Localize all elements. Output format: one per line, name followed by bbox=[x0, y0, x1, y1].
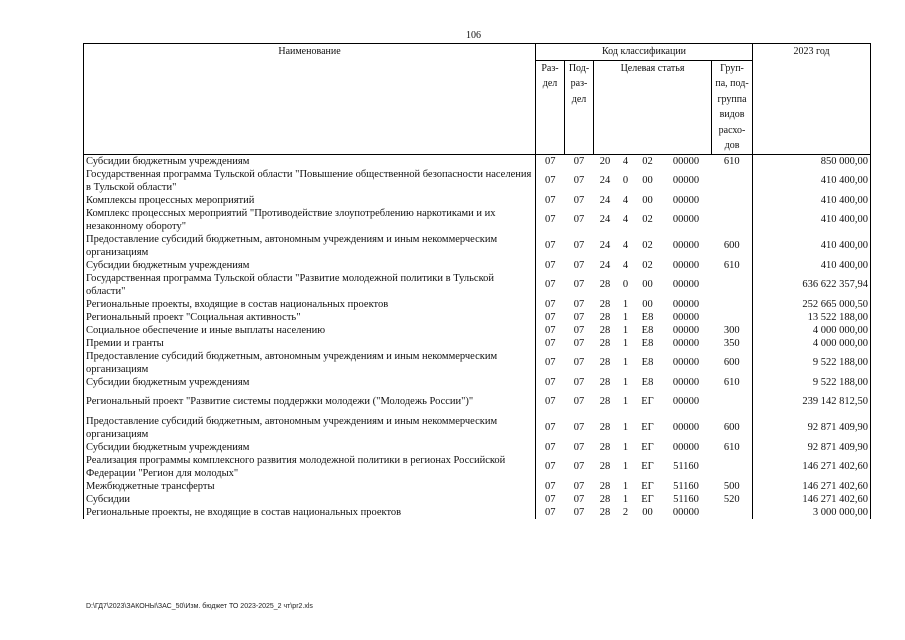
row-amount: 252 665 000,50 bbox=[753, 298, 871, 311]
row-name: Региональные проекты, входящие в состав национальных проектов bbox=[84, 298, 536, 311]
row-podrazdel: 07 bbox=[573, 461, 585, 472]
row-amount: 410 400,00 bbox=[753, 259, 871, 272]
row-target-program: 28 bbox=[599, 337, 611, 349]
table-row bbox=[84, 337, 871, 350]
row-target-subprogram: ЕГ bbox=[641, 441, 654, 453]
row-target-program: 28 bbox=[599, 461, 611, 472]
row-target-program: 24 bbox=[599, 194, 611, 206]
row-expense-type: 600 bbox=[723, 357, 740, 368]
row-podrazdel: 07 bbox=[573, 493, 585, 505]
row-name: Субсидии бюджетным учреждениям bbox=[84, 376, 536, 389]
row-target-program: 28 bbox=[599, 422, 611, 433]
row-target-subprogram: 02 bbox=[642, 214, 653, 225]
row-target-direction: 00000 bbox=[672, 396, 700, 407]
row-podrazdel: 07 bbox=[573, 298, 585, 310]
row-razdel: 07 bbox=[545, 279, 556, 290]
row-amount: 9 522 188,00 bbox=[753, 350, 871, 376]
row-razdel: 07 bbox=[545, 240, 556, 251]
row-target-type: 2 bbox=[622, 506, 629, 518]
row-name: Региональный проект "Социальная активность" bbox=[84, 311, 536, 324]
row-target-type: 1 bbox=[622, 461, 629, 472]
row-amount: 636 622 357,94 bbox=[753, 272, 871, 298]
table-row bbox=[84, 324, 871, 337]
budget-table bbox=[83, 43, 871, 519]
row-target-direction: 00000 bbox=[672, 214, 700, 225]
row-target-subprogram: ЕГ bbox=[641, 480, 654, 492]
header-year: 2023 год bbox=[753, 44, 871, 155]
row-expense-type bbox=[712, 454, 753, 480]
row-razdel: 07 bbox=[545, 422, 556, 433]
row-target-direction: 00000 bbox=[672, 506, 700, 518]
row-target-subprogram: E8 bbox=[641, 376, 654, 388]
header-name: Наименование bbox=[84, 44, 536, 155]
row-target-program: 28 bbox=[599, 506, 611, 518]
table-row bbox=[84, 506, 871, 519]
row-target-subprogram: E8 bbox=[641, 311, 654, 323]
row-razdel: 07 bbox=[545, 480, 556, 492]
row-podrazdel: 07 bbox=[573, 441, 585, 453]
row-target-type: 4 bbox=[622, 240, 629, 251]
row-target-direction: 00000 bbox=[672, 357, 700, 368]
row-podrazdel: 07 bbox=[573, 175, 585, 186]
row-razdel: 07 bbox=[545, 441, 556, 453]
row-name: Субсидии бюджетным учреждениям bbox=[84, 154, 536, 168]
row-target-program: 24 bbox=[599, 214, 611, 225]
row-target-subprogram: E8 bbox=[641, 357, 654, 368]
row-podrazdel: 07 bbox=[573, 194, 585, 206]
row-expense-type: 300 bbox=[723, 324, 740, 336]
row-expense-type: 610 bbox=[723, 259, 740, 271]
row-target-direction: 00000 bbox=[672, 422, 700, 433]
row-target-direction: 51160 bbox=[673, 480, 699, 492]
row-target-subprogram: 02 bbox=[642, 155, 653, 167]
row-razdel: 07 bbox=[545, 194, 556, 206]
row-razdel: 07 bbox=[545, 376, 556, 388]
row-name: Субсидии бюджетным учреждениям bbox=[84, 259, 536, 272]
row-podrazdel: 07 bbox=[573, 337, 585, 349]
table-row bbox=[84, 207, 871, 233]
row-amount: 410 400,00 bbox=[753, 233, 871, 259]
row-target-subprogram: 00 bbox=[642, 506, 653, 518]
row-name: Предоставление субсидий бюджетным, автономным учреждениям и иным некоммерческим организациям bbox=[84, 350, 536, 376]
row-target-program: 28 bbox=[599, 298, 611, 310]
row-name: Государственная программа Тульской области "Повышение общественной безопасности населения в Тульской области" bbox=[84, 168, 536, 194]
row-target-direction: 00000 bbox=[672, 194, 700, 206]
table-row bbox=[84, 415, 871, 441]
row-amount: 9 522 188,00 bbox=[753, 376, 871, 389]
row-target-program: 24 bbox=[599, 240, 611, 251]
row-name: Социальное обеспечение и иные выплаты населению bbox=[84, 324, 536, 337]
row-amount: 146 271 402,60 bbox=[753, 493, 871, 506]
row-amount: 13 522 188,00 bbox=[753, 311, 871, 324]
row-razdel: 07 bbox=[545, 298, 556, 310]
row-amount: 4 000 000,00 bbox=[753, 324, 871, 337]
row-podrazdel: 07 bbox=[573, 279, 585, 290]
row-podrazdel: 07 bbox=[573, 324, 585, 336]
table-row bbox=[84, 350, 871, 376]
table-row bbox=[84, 311, 871, 324]
row-podrazdel: 07 bbox=[573, 155, 585, 167]
row-name: Субсидии бюджетным учреждениям bbox=[84, 441, 536, 454]
row-razdel: 07 bbox=[545, 311, 556, 323]
row-target-subprogram: ЕГ bbox=[641, 493, 654, 505]
row-target-direction: 00000 bbox=[672, 337, 700, 349]
row-expense-type: 610 bbox=[723, 376, 740, 388]
row-target-subprogram: ЕГ bbox=[641, 396, 654, 407]
row-target-program: 28 bbox=[599, 324, 611, 336]
row-podrazdel: 07 bbox=[573, 422, 585, 433]
row-target-type: 1 bbox=[622, 441, 629, 453]
row-podrazdel: 07 bbox=[573, 506, 585, 518]
row-amount: 146 271 402,60 bbox=[753, 480, 871, 493]
table-row bbox=[84, 441, 871, 454]
table-row bbox=[84, 298, 871, 311]
row-target-subprogram: 02 bbox=[642, 240, 653, 251]
row-target-direction: 00000 bbox=[672, 311, 700, 323]
row-target-type: 1 bbox=[622, 480, 629, 492]
row-target-direction: 00000 bbox=[672, 155, 700, 167]
row-razdel: 07 bbox=[545, 461, 556, 472]
header-expense-group: Груп- па, под- группа видов расхо- дов bbox=[712, 60, 753, 154]
row-razdel: 07 bbox=[545, 175, 556, 186]
row-target-direction: 00000 bbox=[672, 298, 700, 310]
row-target-program: 28 bbox=[599, 493, 611, 505]
row-podrazdel: 07 bbox=[573, 311, 585, 323]
row-target-subprogram: 00 bbox=[642, 298, 653, 310]
row-expense-type: 350 bbox=[723, 337, 740, 349]
table-row bbox=[84, 154, 871, 168]
row-target-program: 28 bbox=[599, 279, 611, 290]
row-podrazdel: 07 bbox=[573, 259, 585, 271]
row-amount: 3 000 000,00 bbox=[753, 506, 871, 519]
row-name: Межбюджетные трансферты bbox=[84, 480, 536, 493]
row-target-program: 28 bbox=[599, 311, 611, 323]
row-target-program: 28 bbox=[599, 480, 611, 492]
row-target-subprogram: E8 bbox=[641, 324, 654, 336]
row-amount: 92 871 409,90 bbox=[753, 415, 871, 441]
table-row bbox=[84, 493, 871, 506]
row-name: Субсидии bbox=[84, 493, 536, 506]
row-target-direction: 00000 bbox=[672, 441, 700, 453]
row-name: Реализация программы комплексного развития молодежной политики в регионах Российской Федерации "Регион для молодых" bbox=[84, 454, 536, 480]
row-target-type: 0 bbox=[622, 175, 629, 186]
row-target-direction: 00000 bbox=[672, 240, 700, 251]
row-target-subprogram: ЕГ bbox=[641, 422, 654, 433]
row-expense-type bbox=[712, 168, 753, 194]
row-razdel: 07 bbox=[545, 506, 556, 518]
row-target-program: 28 bbox=[599, 376, 611, 388]
row-name: Предоставление субсидий бюджетным, автономным учреждениям и иным некоммерческим организациям bbox=[84, 415, 536, 441]
row-target-subprogram: 00 bbox=[642, 194, 653, 206]
row-expense-type: 600 bbox=[723, 240, 740, 251]
header-target-article: Целевая статья bbox=[594, 60, 712, 154]
page-number: 106 bbox=[466, 30, 481, 41]
row-razdel: 07 bbox=[545, 357, 556, 368]
row-name: Премии и гранты bbox=[84, 337, 536, 350]
row-target-program: 28 bbox=[599, 396, 611, 407]
row-name: Предоставление субсидий бюджетным, автономным учреждениям и иным некоммерческим организациям bbox=[84, 233, 536, 259]
header-razdel: Раз- дел bbox=[536, 60, 565, 154]
row-target-type: 1 bbox=[622, 298, 629, 310]
row-expense-type: 600 bbox=[723, 422, 740, 433]
row-target-subprogram: 00 bbox=[642, 279, 653, 290]
row-target-type: 1 bbox=[622, 311, 629, 323]
table-row bbox=[84, 272, 871, 298]
row-target-direction: 51160 bbox=[673, 493, 699, 505]
row-target-direction: 00000 bbox=[672, 324, 700, 336]
row-expense-type: 610 bbox=[723, 155, 740, 167]
row-amount: 92 871 409,90 bbox=[753, 441, 871, 454]
row-target-type: 1 bbox=[622, 376, 629, 388]
row-amount: 850 000,00 bbox=[753, 154, 871, 168]
row-razdel: 07 bbox=[545, 259, 556, 271]
table-row bbox=[84, 259, 871, 272]
row-amount: 410 400,00 bbox=[753, 168, 871, 194]
row-target-type: 4 bbox=[622, 155, 629, 167]
header-code-classification: Код классификации bbox=[536, 44, 753, 61]
row-expense-type bbox=[712, 311, 753, 324]
row-target-type: 1 bbox=[622, 357, 629, 368]
row-podrazdel: 07 bbox=[573, 357, 585, 368]
row-podrazdel: 07 bbox=[573, 240, 585, 251]
row-target-type: 1 bbox=[622, 396, 629, 407]
row-target-program: 24 bbox=[599, 259, 611, 271]
table-row bbox=[84, 376, 871, 389]
row-expense-type bbox=[712, 194, 753, 207]
row-razdel: 07 bbox=[545, 324, 556, 336]
row-target-type: 4 bbox=[622, 194, 629, 206]
row-target-subprogram: E8 bbox=[641, 337, 654, 349]
table-row bbox=[84, 194, 871, 207]
row-target-type: 1 bbox=[622, 493, 629, 505]
row-razdel: 07 bbox=[545, 337, 556, 349]
row-target-program: 28 bbox=[599, 357, 611, 368]
row-target-program: 20 bbox=[599, 155, 611, 167]
header-podrazdel: Под- раз- дел bbox=[565, 60, 594, 154]
row-target-subprogram: 00 bbox=[642, 175, 653, 186]
row-amount: 410 400,00 bbox=[753, 207, 871, 233]
row-amount: 410 400,00 bbox=[753, 194, 871, 207]
row-target-type: 0 bbox=[622, 279, 629, 290]
row-target-direction: 00000 bbox=[672, 279, 700, 290]
row-expense-type: 520 bbox=[723, 493, 740, 505]
row-target-direction: 51160 bbox=[673, 461, 699, 472]
row-name: Государственная программа Тульской области "Развитие молодежной политики в Тульской области" bbox=[84, 272, 536, 298]
row-target-type: 1 bbox=[622, 324, 629, 336]
row-name: Региональные проекты, не входящие в состав национальных проектов bbox=[84, 506, 536, 519]
row-amount: 146 271 402,60 bbox=[753, 454, 871, 480]
table-row bbox=[84, 480, 871, 493]
row-amount: 4 000 000,00 bbox=[753, 337, 871, 350]
table-row bbox=[84, 389, 871, 415]
row-target-subprogram: 02 bbox=[642, 259, 653, 271]
row-target-direction: 00000 bbox=[672, 376, 700, 388]
row-podrazdel: 07 bbox=[573, 376, 585, 388]
row-expense-type bbox=[712, 207, 753, 233]
row-expense-type bbox=[712, 389, 753, 415]
row-razdel: 07 bbox=[545, 155, 556, 167]
row-amount: 239 142 812,50 bbox=[753, 389, 871, 415]
row-razdel: 07 bbox=[545, 396, 556, 407]
row-expense-type bbox=[712, 506, 753, 519]
row-target-program: 24 bbox=[599, 175, 611, 186]
table-row bbox=[84, 168, 871, 194]
row-target-type: 1 bbox=[622, 337, 629, 349]
row-expense-type bbox=[712, 298, 753, 311]
row-target-direction: 00000 bbox=[672, 259, 700, 271]
table-row bbox=[84, 233, 871, 259]
row-razdel: 07 bbox=[545, 214, 556, 225]
row-name: Региональный проект "Развитие системы поддержки молодежи ("Молодежь России")" bbox=[84, 389, 536, 415]
row-podrazdel: 07 bbox=[573, 480, 585, 492]
row-expense-type: 610 bbox=[723, 441, 740, 453]
table-row bbox=[84, 454, 871, 480]
row-target-program: 28 bbox=[599, 441, 611, 453]
row-expense-type bbox=[712, 272, 753, 298]
row-target-type: 1 bbox=[622, 422, 629, 433]
row-target-type: 4 bbox=[622, 214, 629, 225]
row-podrazdel: 07 bbox=[573, 396, 585, 407]
row-podrazdel: 07 bbox=[573, 214, 585, 225]
file-path-footer: D:\ГД7\2023\ЗАКОНЫ\ЗАС_50\Изм. бюджет ТО 2023-2025_2 чт\pr2.xls bbox=[86, 603, 313, 610]
row-razdel: 07 bbox=[545, 493, 556, 505]
row-target-subprogram: ЕГ bbox=[641, 461, 654, 472]
row-name: Комплекс процессных мероприятий "Противодействие злоупотреблению наркотиками и их незаконному обороту" bbox=[84, 207, 536, 233]
row-expense-type: 500 bbox=[723, 480, 740, 492]
row-target-type: 4 bbox=[622, 259, 629, 271]
row-name: Комплексы процессных мероприятий bbox=[84, 194, 536, 207]
row-target-direction: 00000 bbox=[672, 175, 700, 186]
